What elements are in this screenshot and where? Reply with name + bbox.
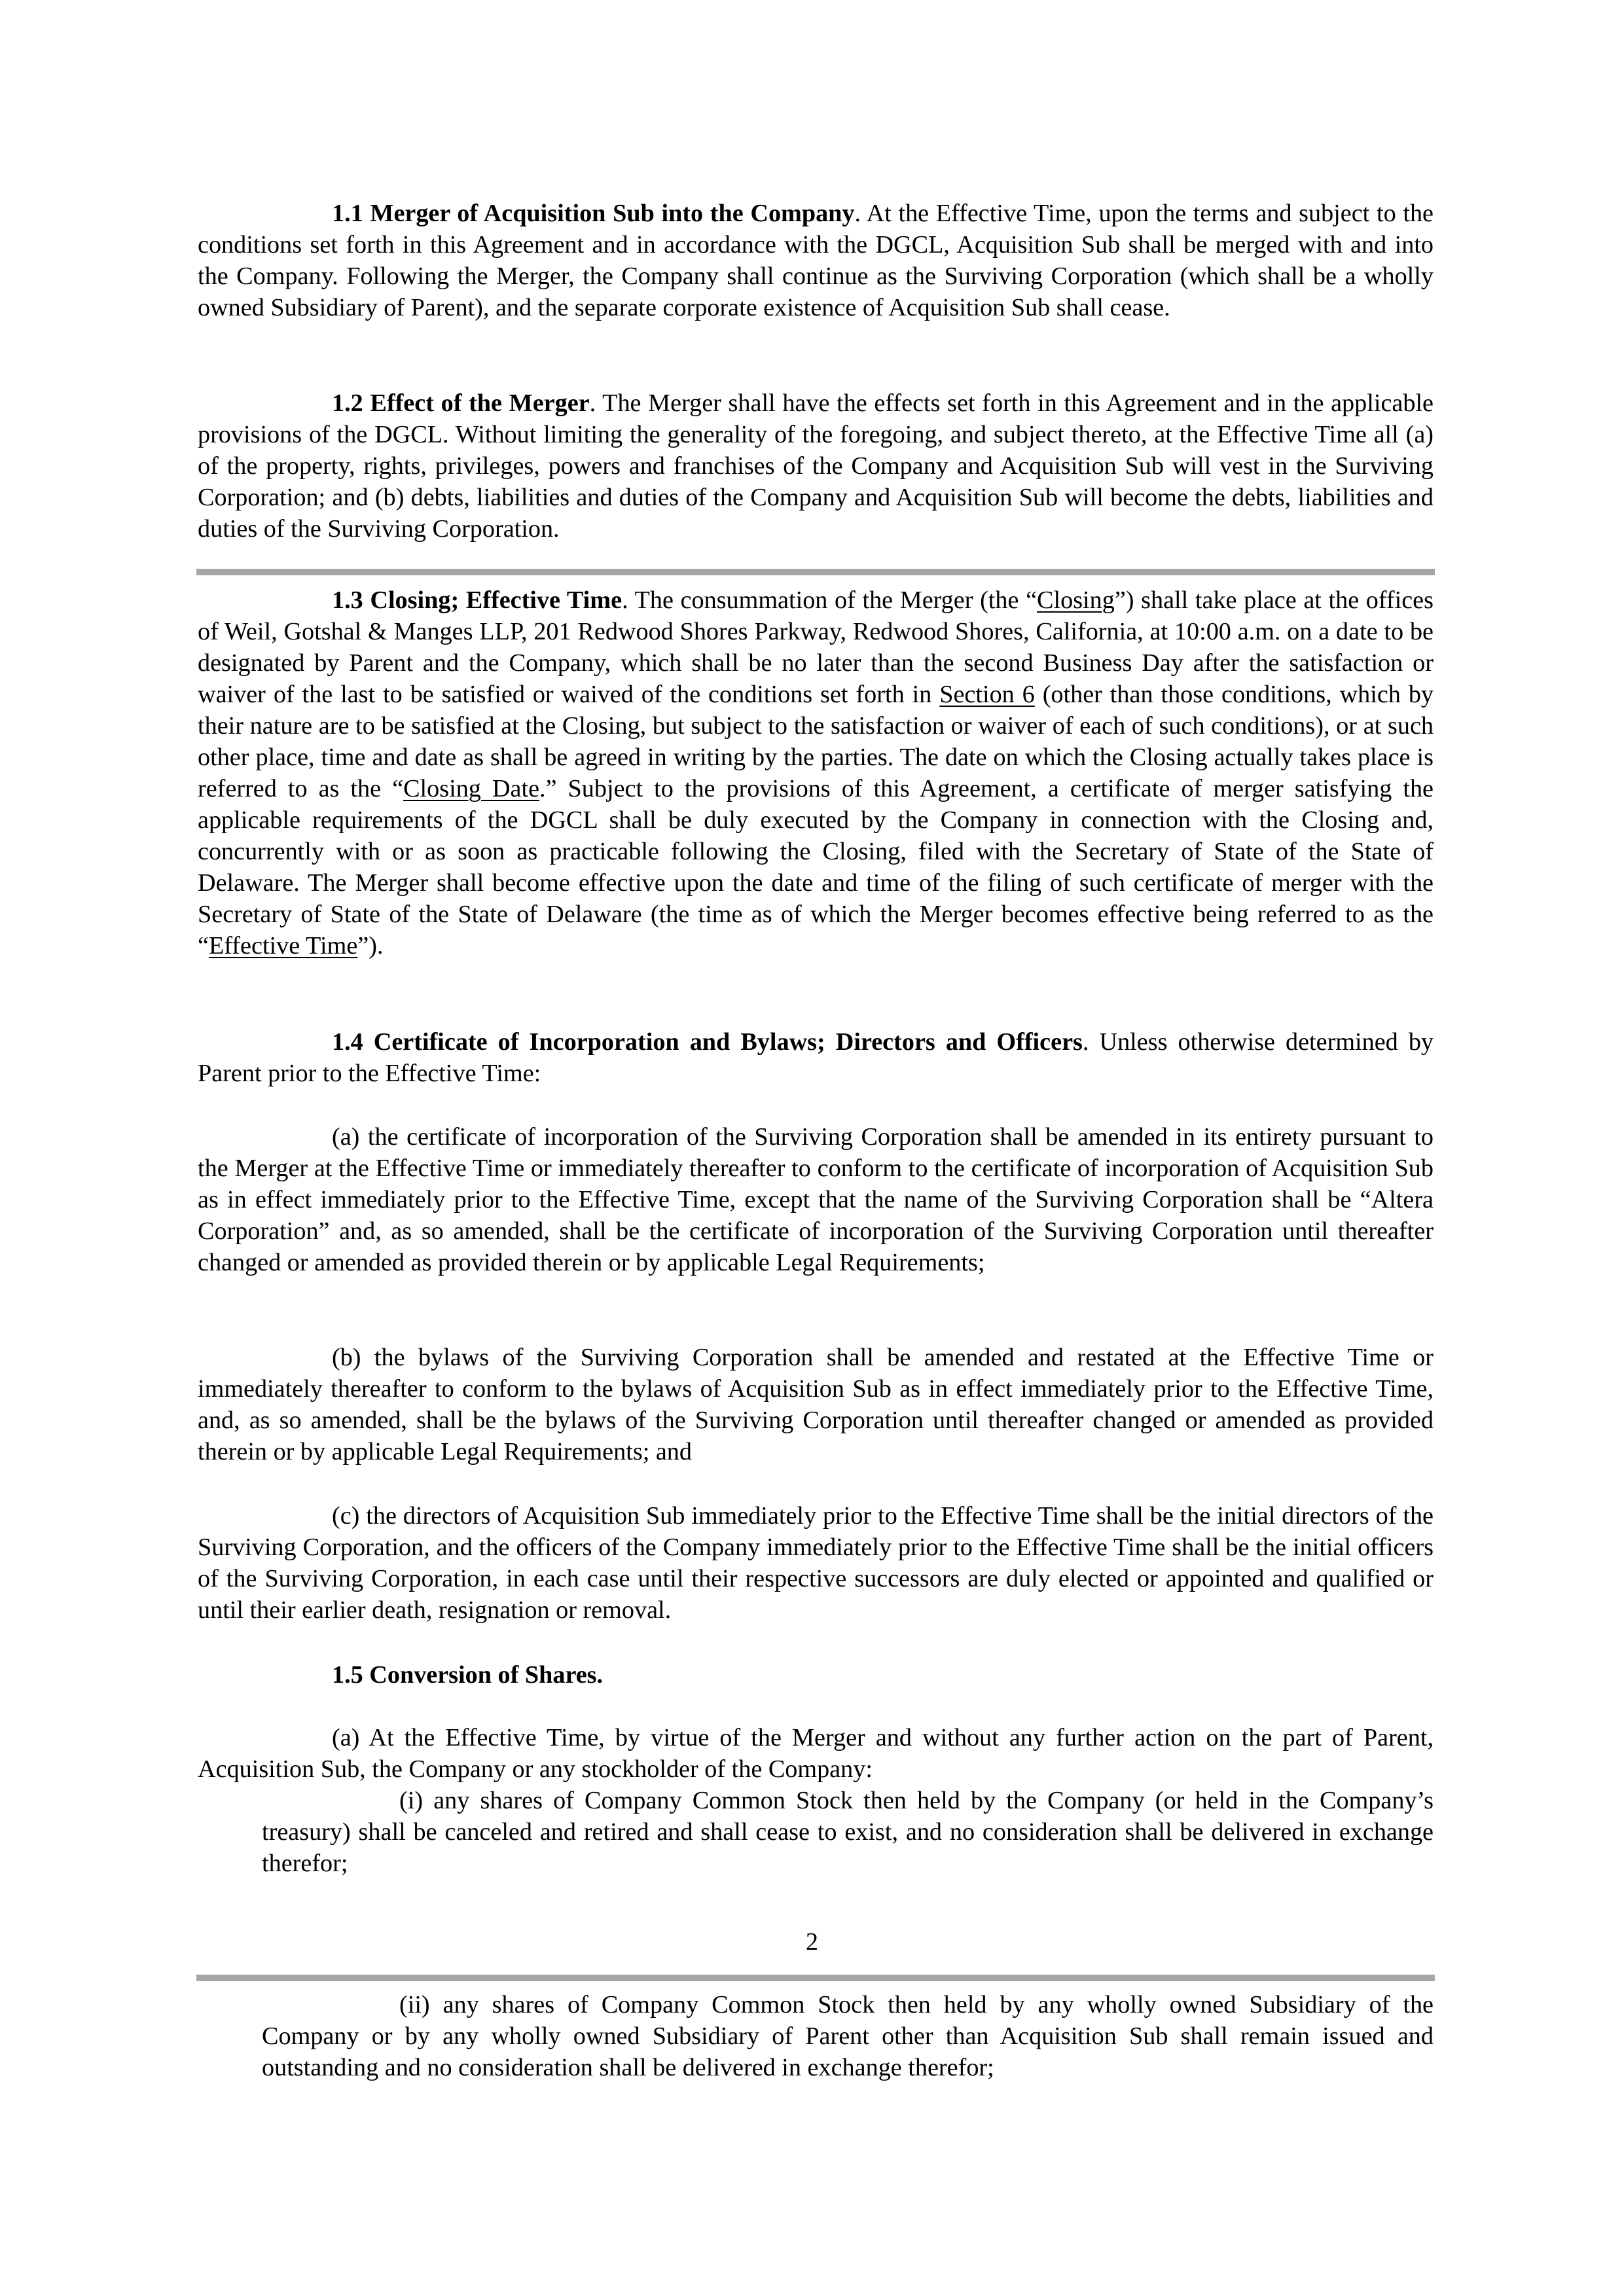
clause-1-4-c — [198, 1500, 1434, 1626]
page-number: 2 — [806, 1928, 818, 1956]
clause-1-5-a — [198, 1722, 1434, 1785]
section-heading: 1.2 Effect of the Merger — [332, 389, 590, 417]
clause-text: (a) At the Effective Time, by virtue of the Merger and without any further action on the part of Parent, Acquisition Sub, the Company or any stockholder of the Company: — [198, 1724, 1434, 1783]
page-break-rule — [196, 569, 1435, 575]
clause-1-4-a — [198, 1121, 1434, 1278]
section-body: . Unless otherwise determined by Parent prior to the Effective Time: — [198, 1028, 1434, 1087]
section-heading: 1.3 Closing; Effective Time — [332, 586, 623, 614]
section-body: . At the Effective Time, upon the terms and subject to the conditions set forth in this Agreement and in accordance with the DGCL, Acquisition Sub shall be merged with and into the Company. Following the Merger, the Company shall continue as the Surviving Corporation (which shall be a wholly owned Subsidiary of Parent), and the separate corporate existence of Acquisition Sub shall cease. — [198, 200, 1434, 321]
section-1-1 — [198, 198, 1434, 323]
section-text: .” Subject to the provisions of this Agreement, a certificate of merger satisfying the applicable requirements of the DGCL shall be duly executed by the Company in connection with the Closing and, concurrently with or as soon as practicable following the Closing, filed with the Secretary of State of the State of Delaware. The Merger shall become effective upon the date and time of the filing of such certificate of merger with the Secretary of State of the State of Delaware (the time as of which the Merger becomes effective being referred to as the “ — [198, 775, 1434, 960]
section-1-4 — [198, 1026, 1434, 1089]
defined-term-effective-time: Effective Time — [208, 932, 358, 960]
section-text: ”) shall take place at the offices of Weil, Gotshal & Manges LLP, 201 Redwood Shores Parkway, Redwood Shores, California, at 10:00 a.m. on a date to be designated by Parent and the Company, which shall be no later than the second Business Day after the satisfaction or waiver of the last to be satisfied or waived of the conditions set forth in — [198, 586, 1434, 708]
section-text: . The consummation of the Merger (the “ — [622, 586, 1038, 614]
section-reference: Section 6 — [939, 681, 1035, 708]
section-1-2 — [198, 387, 1434, 545]
section-text: ”). — [357, 932, 384, 960]
clause-1-5-a-ii — [262, 1989, 1434, 2083]
section-1-5 — [198, 1659, 1434, 1691]
section-body: . The Merger shall have the effects set forth in this Agreement and in the applicable provisions of the DGCL. Without limiting the generality of the foregoing, and subject thereto, at the Effective Time all (a) of the property, rights, privileges, powers and franchises of the Company and Acquisition Sub will vest in the Surviving Corporation; and (b) debts, liabilities and duties of the Company and Acquisition Sub will become the debts, liabilities and duties of the Surviving Corporation. — [198, 389, 1434, 543]
section-text: (other than those conditions, which by their nature are to be satisfied at the Closing, but subject to the satisfaction or waiver of each of such conditions), or at such other place, time and date as shall be agreed in writing by the parties. The date on which the Closing actually takes place is referred to as the “ — [198, 681, 1434, 802]
clause-1-4-b — [198, 1342, 1434, 1467]
clause-text: (a) the certificate of incorporation of the Surviving Corporation shall be amended in its entirety pursuant to the Merger at the Effective Time or immediately thereafter to conform to the certificate of incorporation of Acquisition Sub as in effect immediately prior to the Effective Time, except that the name of the Surviving Corporation shall be “Altera Corporation” and, as so amended, shall be the certificate of incorporation of the Surviving Corporation until thereafter changed or amended as provided therein or by applicable Legal Requirements; — [198, 1123, 1434, 1276]
clause-text: (b) the bylaws of the Surviving Corporation shall be amended and restated at the Effective Time or immediately thereafter to conform to the bylaws of Acquisition Sub as in effect immediately prior to the Effective Time, and, as so amended, shall be the bylaws of the Surviving Corporation until thereafter changed or amended as provided therein or by applicable Legal Requirements; and — [198, 1344, 1434, 1465]
defined-term-closing: Closing — [1037, 586, 1115, 614]
section-heading: 1.4 Certificate of Incorporation and Bylaws; Directors and Officers — [332, 1028, 1083, 1056]
clause-text: (c) the directors of Acquisition Sub immediately prior to the Effective Time shall be the initial directors of the Surviving Corporation, and the officers of the Company immediately prior to the Effective Time shall be the initial officers of the Surviving Corporation, in each case until their respective successors are duly elected or appointed and qualified or until their earlier death, resignation or removal. — [198, 1502, 1434, 1624]
clause-text: (ii) any shares of Company Common Stock then held by any wholly owned Subsidiary of the Company or by any wholly owned Subsidiary of Parent other than Acquisition Sub shall remain issued and outstanding and no consideration shall be delivered in exchange therefor; — [262, 1991, 1434, 2081]
clause-1-5-a-i — [262, 1785, 1434, 1879]
section-heading: 1.1 Merger of Acquisition Sub into the Company — [332, 200, 855, 227]
clause-text: (i) any shares of Company Common Stock then held by the Company (or held in the Company’s treasury) shall be canceled and retired and shall cease to exist, and no consideration shall be delivered in exchange therefor; — [262, 1787, 1434, 1877]
page-break-rule — [196, 1975, 1435, 1981]
section-1-3 — [198, 584, 1434, 961]
defined-term-closing-date: Closing Date — [403, 775, 540, 802]
section-heading: 1.5 Conversion of Shares. — [332, 1661, 604, 1689]
